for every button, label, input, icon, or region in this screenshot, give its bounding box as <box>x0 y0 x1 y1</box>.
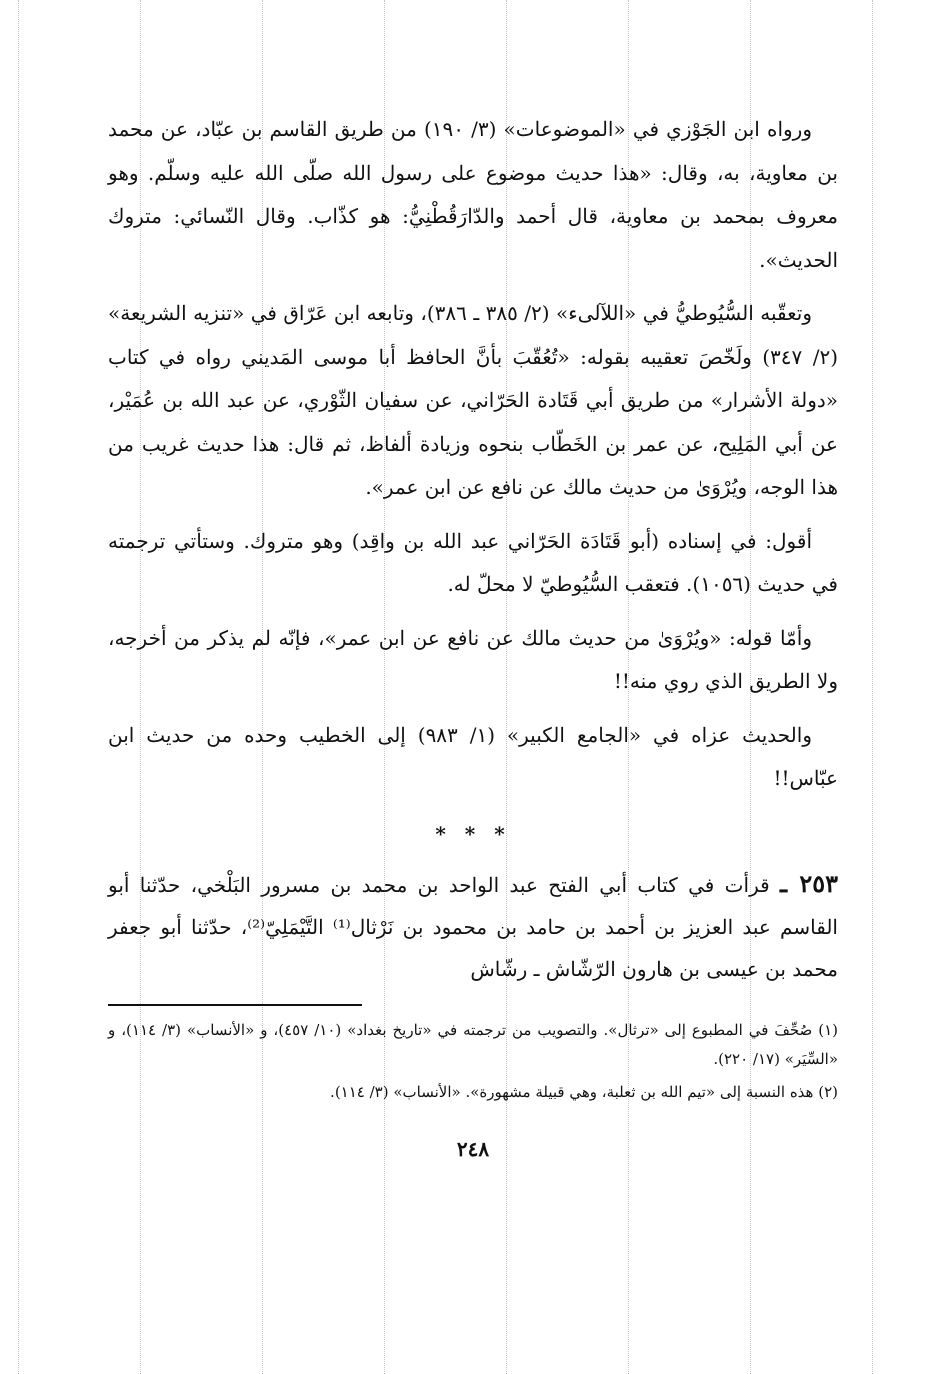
scan-guideline <box>18 0 19 1374</box>
body-text <box>108 108 838 801</box>
footnotes <box>108 1016 838 1107</box>
scan-guideline <box>872 0 873 1374</box>
paragraph-jami-kabir: والحديث عزاه في «الجامع الكبير» (١/ ٩٨٣) إلى الخطيب وحده من حديث ابن عبّاس!! <box>108 722 838 790</box>
entry-text: قرأت في كتاب أبي الفتح عبد الواحد بن محمد بن مسرور البَلْخي، حدّثنا أبو القاسم عبد العزيز بن أحمد بن حامد بن محمود بن نَرْثال⁽¹⁾ التَّيْمَلِيّ⁽²⁾، حدّثنا أبو جعفر محمد بن عيسى بن هارون الرّشّاش ـ رشّاش <box>108 872 838 981</box>
section-separator: * * * <box>435 821 511 846</box>
footnote-2: (٢) هذه النسبة إلى «تيم الله بن ثعلبة، وهي قبيلة مشهورة». «الأنساب» (٣/ ١١٤). <box>330 1082 838 1101</box>
footnote-divider <box>108 1004 362 1006</box>
paragraph-suyuti-critique: وتعقّبه السُّيُوطيُّ في «اللآلىء» (٢/ ٣٨٥ ـ ٣٨٦)، وتابعه ابن عَرّاق في «تنزيه الشريعة» (٢/ ٣٤٧) ولَخّصَ تعقيبه بقوله: «تُعُقّبَ بأنَّ الحافظ أبا موسى المَديني رواه في كتاب «دولة الأشرار» من طريق أبي قَتَادة الحَرّاني، عن سفيان الثّوْري، عن عبد الله بن عُمَيْر، عن أبي المَلِيح، عن عمر بن الخَطّاب بنحوه وزيادة ألفاظ، ثم قال: هذا حديث غريب من هذا الوجه، ويُرْوَىٰ من حديث مالك عن نافع عن ابن عمر». <box>108 301 838 499</box>
paragraph-his-saying: وأمّا قوله: «ويُرْوَىٰ من حديث مالك عن نافع عن ابن عمر»، فإنّه لم يذكر من أخرجه، ولا الطريق الذي روي منه!! <box>108 625 838 693</box>
book-page <box>108 108 838 1161</box>
hadith-entry <box>108 863 838 990</box>
page-number: ٢٤٨ <box>456 1136 490 1161</box>
paragraph-author-comment: أقول: في إسناده (أبو قَتَادَة الحَرّاني عبد الله بن واقِد) وهو متروك. وستأتي ترجمته في حديث (١٠٥٦). فتعقب السُّيُوطيّ لا محلّ له. <box>108 528 838 596</box>
footnote-1: (١) صُحِّفَ في المطبوع إلى «ترثال». والتصويب من ترجمته في «تاريخ بغداد» (١٠/ ٤٥٧)، و «الأنساب» (٣/ ١١٤)، و «السِّيَر» (١٧/ ٢٢٠). <box>108 1020 839 1068</box>
entry-number: ٢٥٣ ـ <box>780 868 839 898</box>
paragraph-ibn-al-jawzi: ورواه ابن الجَوْزي في «الموضوعات» (٣/ ١٩٠) من طريق القاسم بن عبّاد، عن محمد بن معاوية، به، وقال: «هذا حديث موضوع على رسول الله صلّى الله عليه وسلّم. وهو معروف بمحمد بن معاوية، قال أحمد والدّارَقُطْنِيُّ: هو كذّاب. وقال النّسائي: متروك الحديث». <box>108 117 838 272</box>
